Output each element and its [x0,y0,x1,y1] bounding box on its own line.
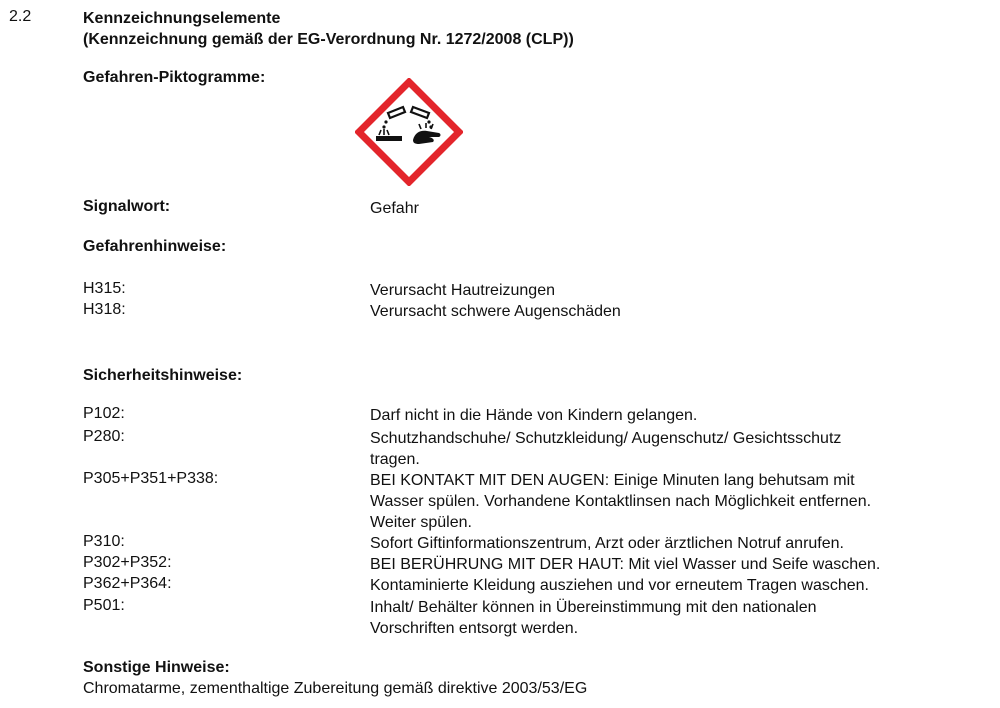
precaution-text: BEI KONTAKT MIT DEN AUGEN: Einige Minuten lang behutsam mit [370,472,855,489]
hazard-statements-label: Gefahrenhinweise: [83,238,227,255]
precaution-text: BEI BERÜHRUNG MIT DER HAUT: Mit viel Wasser und Seife waschen. [370,556,881,573]
corrosion-pictogram-icon [355,78,463,186]
section-number: 2.2 [9,8,32,25]
signal-word-value: Gefahr [370,200,419,217]
precaution-text: Weiter spülen. [370,514,472,531]
precaution-code: P280: [83,428,125,445]
precaution-text: Schutzhandschuhe/ Schutzkleidung/ Augenschutz/ Gesichtsschutz [370,430,842,447]
hazard-text: Verursacht Hautreizungen [370,282,555,299]
precaution-text: Wasser spülen. Vorhandene Kontaktlinsen nach Möglichkeit entfernen. [370,493,872,510]
precaution-code: P305+P351+P338: [83,470,219,487]
precaution-code: P102: [83,405,125,422]
precaution-code: P310: [83,533,125,550]
hazard-code: H318: [83,301,126,318]
precaution-text: Sofort Giftinformationszentrum, Arzt oder ärztlichen Notruf anrufen. [370,535,844,552]
other-notes-text: Chromatarme, zementhaltige Zubereitung gemäß direktive 2003/53/EG [83,680,588,697]
section-title: Kennzeichnungselemente [83,10,281,27]
other-notes-label: Sonstige Hinweise: [83,659,230,676]
pictograms-label: Gefahren-Piktogramme: [83,69,266,86]
precaution-text: Inhalt/ Behälter können in Übereinstimmung mit den nationalen [370,599,817,616]
precaution-text: Vorschriften entsorgt werden. [370,620,579,637]
precaution-text: Kontaminierte Kleidung ausziehen und vor erneutem Tragen waschen. [370,577,869,594]
precautionary-statements-label: Sicherheitshinweise: [83,367,243,384]
precaution-code: P302+P352: [83,554,172,571]
signal-word-label: Signalwort: [83,198,171,215]
section-subtitle: (Kennzeichnung gemäß der EG-Verordnung Nr. 1272/2008 (CLP)) [83,31,574,48]
precaution-text: tragen. [370,451,420,468]
hazard-text: Verursacht schwere Augenschäden [370,303,621,320]
precaution-code: P501: [83,597,125,614]
precaution-text: Darf nicht in die Hände von Kindern gelangen. [370,407,698,424]
hazard-code: H315: [83,280,126,297]
precaution-code: P362+P364: [83,575,172,592]
